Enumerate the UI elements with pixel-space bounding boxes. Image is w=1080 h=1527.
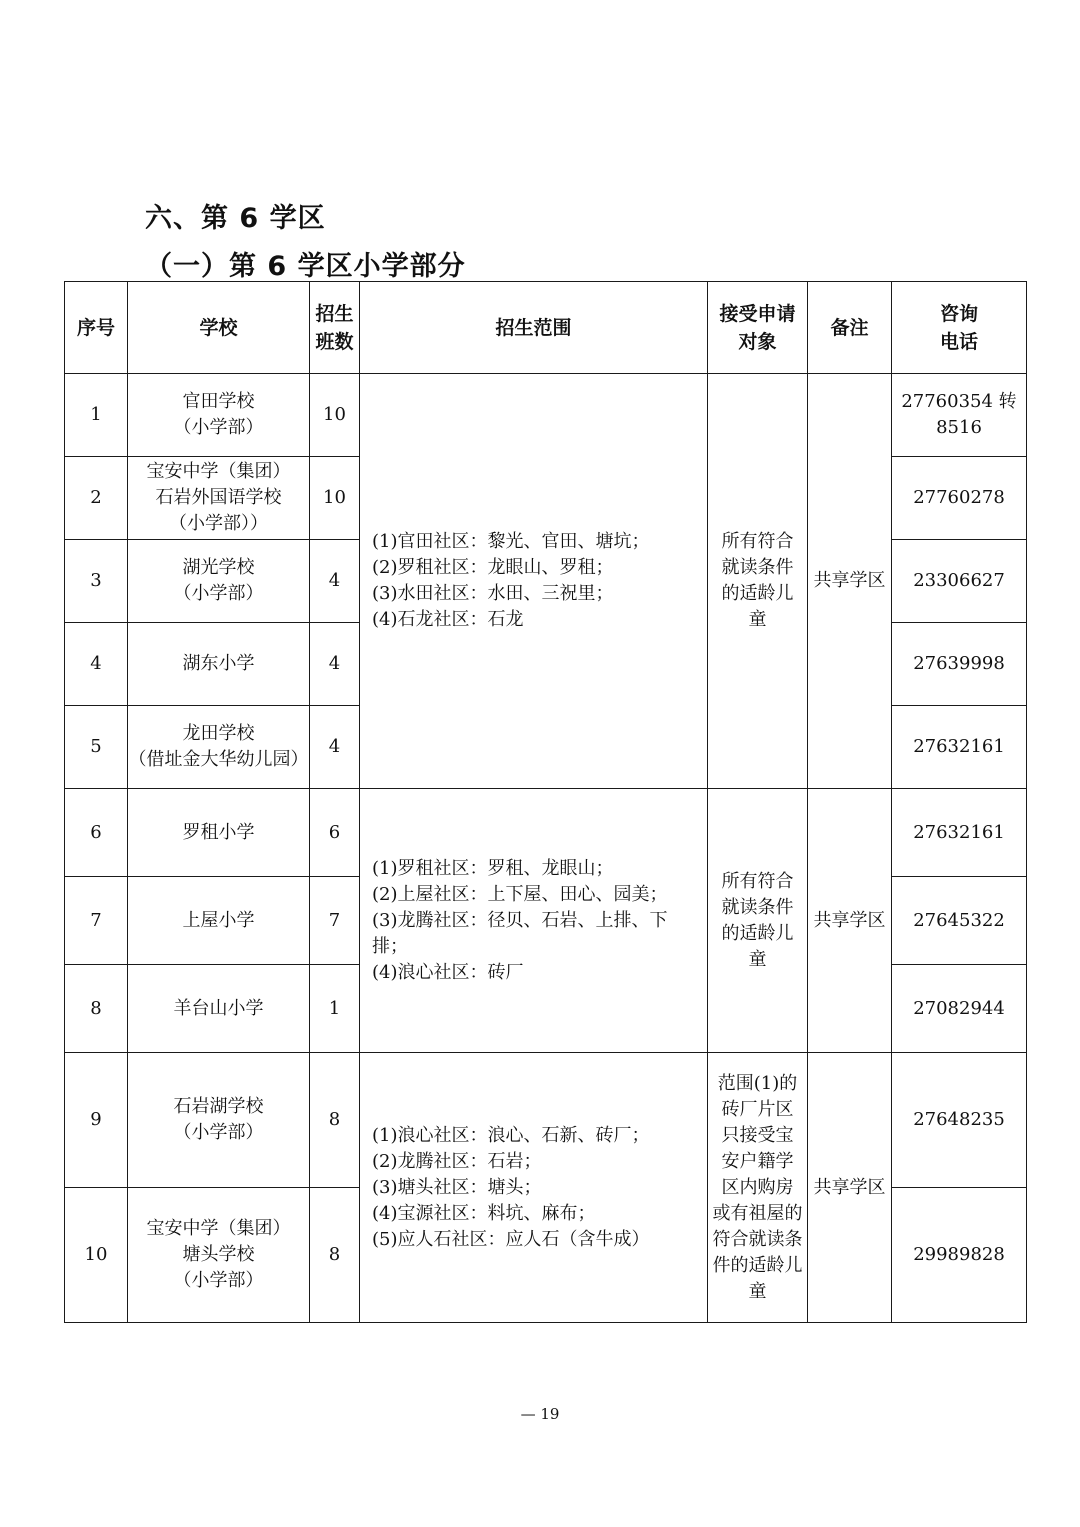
cell-school: 羊台山小学 bbox=[128, 965, 310, 1053]
cell-classes: 4 bbox=[310, 623, 360, 706]
cell-classes: 7 bbox=[310, 877, 360, 965]
cell-phone: 27082944 bbox=[892, 965, 1027, 1053]
header-range: 招生范围 bbox=[360, 282, 708, 374]
cell-phone: 29989828 bbox=[892, 1188, 1027, 1323]
cell-target: 范围(1)的 砖厂片区 只接受宝 安户籍学 区内购房 或有祖屋的 符合就读条 件的适龄儿 童 bbox=[708, 1053, 808, 1323]
table-body bbox=[65, 374, 1027, 1323]
cell-target: 所有符合 就读条件 的适龄儿 童 bbox=[708, 789, 808, 1053]
cell-no: 2 bbox=[65, 457, 128, 540]
cell-phone: 27760354 转 8516 bbox=[892, 374, 1027, 457]
header-classes: 招生 班数 bbox=[310, 282, 360, 374]
cell-no: 3 bbox=[65, 540, 128, 623]
table-row bbox=[65, 1053, 1027, 1188]
cell-school: 上屋小学 bbox=[128, 877, 310, 965]
header-note: 备注 bbox=[808, 282, 892, 374]
table-row bbox=[65, 789, 1027, 877]
cell-phone: 23306627 bbox=[892, 540, 1027, 623]
cell-classes: 4 bbox=[310, 706, 360, 789]
cell-school: 罗租小学 bbox=[128, 789, 310, 877]
cell-no: 7 bbox=[65, 877, 128, 965]
cell-school: 宝安中学（集团） 石岩外国语学校 （小学部）） bbox=[128, 457, 310, 540]
cell-note: 共享学区 bbox=[808, 789, 892, 1053]
header-school: 学校 bbox=[128, 282, 310, 374]
cell-school: 石岩湖学校 （小学部） bbox=[128, 1053, 310, 1188]
section-subheading: （一）第 6 学区小学部分 bbox=[145, 251, 466, 282]
cell-classes: 6 bbox=[310, 789, 360, 877]
cell-classes: 1 bbox=[310, 965, 360, 1053]
cell-target: 所有符合 就读条件 的适龄儿 童 bbox=[708, 374, 808, 789]
cell-phone: 27648235 bbox=[892, 1053, 1027, 1188]
cell-school: 龙田学校 （借址金大华幼儿园） bbox=[128, 706, 310, 789]
cell-school: 湖东小学 bbox=[128, 623, 310, 706]
cell-school: 湖光学校 （小学部） bbox=[128, 540, 310, 623]
header-phone: 咨询 电话 bbox=[892, 282, 1027, 374]
cell-no: 9 bbox=[65, 1053, 128, 1188]
cell-no: 10 bbox=[65, 1188, 128, 1323]
cell-no: 5 bbox=[65, 706, 128, 789]
table-header-row bbox=[65, 282, 1027, 374]
cell-classes: 8 bbox=[310, 1188, 360, 1323]
cell-range: (1)浪心社区：浪心、石新、砖厂； (2)龙腾社区：石岩； (3)塘头社区：塘头； (4)宝源社区：料坑、麻布； (5)应人石社区：应人石（含牛成） bbox=[360, 1053, 708, 1323]
section-heading: 六、第 6 学区 bbox=[145, 203, 326, 234]
cell-phone: 27760278 bbox=[892, 457, 1027, 540]
cell-school: 官田学校 （小学部） bbox=[128, 374, 310, 457]
cell-range: (1)官田社区：黎光、官田、塘坑； (2)罗租社区：龙眼山、罗租； (3)水田社区：水田、三祝里； (4)石龙社区：石龙 bbox=[360, 374, 708, 789]
cell-no: 1 bbox=[65, 374, 128, 457]
cell-classes: 8 bbox=[310, 1053, 360, 1188]
cell-phone: 27632161 bbox=[892, 789, 1027, 877]
cell-classes: 10 bbox=[310, 374, 360, 457]
cell-no: 6 bbox=[65, 789, 128, 877]
cell-no: 4 bbox=[65, 623, 128, 706]
table-row bbox=[65, 374, 1027, 457]
enrollment-table bbox=[64, 281, 1027, 1323]
page-number: — 19 bbox=[520, 1405, 560, 1423]
cell-note: 共享学区 bbox=[808, 374, 892, 789]
cell-no: 8 bbox=[65, 965, 128, 1053]
header-no: 序号 bbox=[65, 282, 128, 374]
cell-classes: 10 bbox=[310, 457, 360, 540]
cell-phone: 27645322 bbox=[892, 877, 1027, 965]
cell-classes: 4 bbox=[310, 540, 360, 623]
header-target: 接受申请 对象 bbox=[708, 282, 808, 374]
cell-note: 共享学区 bbox=[808, 1053, 892, 1323]
cell-phone: 27632161 bbox=[892, 706, 1027, 789]
cell-range: (1)罗租社区：罗租、龙眼山； (2)上屋社区：上下屋、田心、园美； (3)龙腾社区：径贝、石岩、上排、下 排； (4)浪心社区：砖厂 bbox=[360, 789, 708, 1053]
cell-phone: 27639998 bbox=[892, 623, 1027, 706]
cell-school: 宝安中学（集团） 塘头学校 （小学部） bbox=[128, 1188, 310, 1323]
